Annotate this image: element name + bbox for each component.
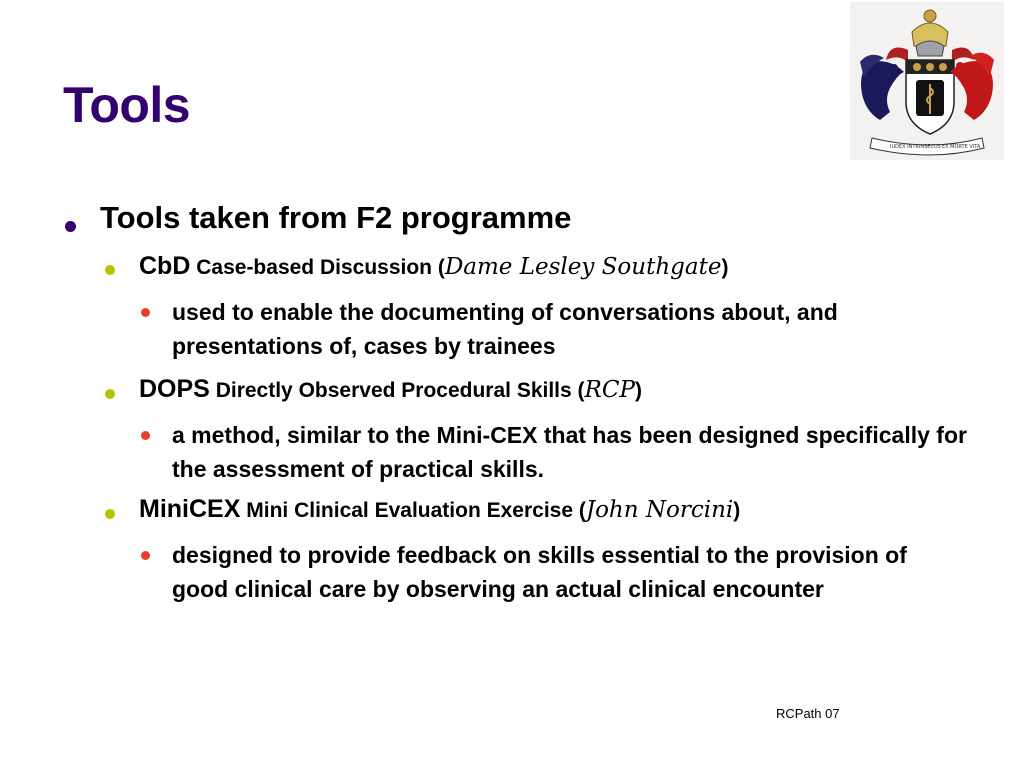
slide-footer: RCPath 07 [776, 706, 840, 721]
crest-motto-left: IUDEX INTRINSECUS [890, 144, 941, 150]
tool-abbr: CbD [139, 252, 191, 280]
bullet-tools-from-f2: Tools taken from F2 programme [100, 200, 572, 235]
tool-name: Mini Clinical Evaluation Exercise ( [246, 499, 586, 522]
tool-description: used to enable the documenting of conversations about, and presentations of, cases by trainees [172, 299, 838, 359]
tool-description: a method, similar to the Mini-CEX that has been designed specifically for the assessment of practical skills. [172, 422, 967, 482]
tool-close-paren: ) [634, 379, 642, 402]
tool-name: Directly Observed Procedural Skills ( [215, 379, 585, 402]
level1-bullet-icon [65, 221, 76, 232]
level2-bullet-icon [105, 389, 115, 399]
tool-abbr: MiniCEX [139, 495, 241, 523]
tool-abbr: DOPS [139, 375, 210, 403]
level3-bullet-icon [141, 431, 150, 440]
level2-bullet-icon [105, 265, 115, 275]
slide-title: Tools [63, 77, 191, 133]
tool-item-cbd [139, 252, 728, 281]
tool-item-dops [139, 375, 642, 404]
coat-of-arms-icon [850, 2, 1004, 160]
level3-bullet-icon [141, 308, 150, 317]
level3-bullet-icon [141, 551, 150, 560]
tool-close-paren: ) [733, 499, 741, 522]
tool-item-minicex [139, 495, 740, 524]
tool-author: John Norcini [585, 497, 734, 523]
tool-author: Dame Lesley Southgate [444, 254, 722, 280]
level2-bullet-icon [105, 509, 115, 519]
tool-close-paren: ) [721, 256, 729, 279]
tool-author: RCP [584, 377, 635, 403]
tool-description: designed to provide feedback on skills essential to the provision of good clinical care by observing an actual clinical encounter [172, 542, 907, 602]
crest-motto-right: EX MORTE VITA [942, 144, 981, 150]
college-crest-logo [850, 2, 1004, 160]
tool-name: Case-based Discussion ( [196, 256, 445, 279]
